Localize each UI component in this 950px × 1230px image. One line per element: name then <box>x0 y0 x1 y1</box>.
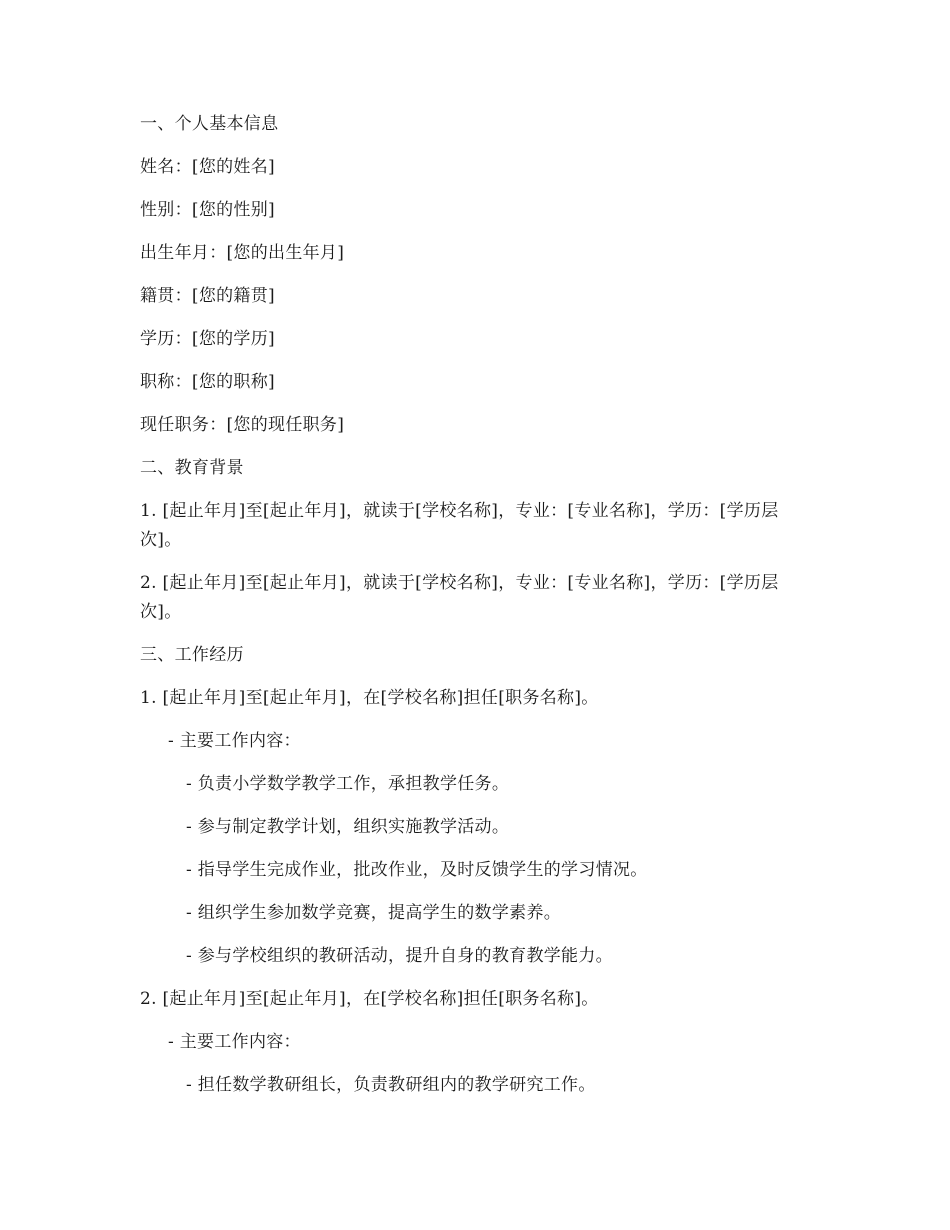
job-title: 2. [起止年月]至[起止年月]，在[学校名称]担任[职务名称]。 <box>140 989 599 1009</box>
duty-item: - 负责小学数学教学工作，承担教学任务。 <box>186 774 510 794</box>
field-name: 姓名：[您的姓名] <box>140 157 275 177</box>
education-item: 1. [起止年月]至[起止年月]，就读于[学校名称]，专业：[专业名称]，学历：[学历层次]。 <box>140 501 779 550</box>
duty-item: - 担任数学教研组长，负责教研组内的教学研究工作。 <box>186 1075 596 1095</box>
field-current-position: 现任职务：[您的现任职务] <box>140 415 345 435</box>
section-heading-education: 二、教育背景 <box>140 458 244 478</box>
education-item: 2. [起止年月]至[起止年月]，就读于[学校名称]，专业：[专业名称]，学历：[学历层次]。 <box>140 573 779 622</box>
field-education: 学历：[您的学历] <box>140 329 275 349</box>
field-birth-date: 出生年月：[您的出生年月] <box>140 243 345 263</box>
job-title: 1. [起止年月]至[起止年月]，在[学校名称]担任[职务名称]。 <box>140 688 599 708</box>
field-gender: 性别：[您的性别] <box>140 200 275 220</box>
field-native-place: 籍贯：[您的籍贯] <box>140 286 275 306</box>
section-heading-personal-info: 一、个人基本信息 <box>140 114 279 134</box>
duty-item: - 参与学校组织的教研活动，提升自身的教育教学能力。 <box>186 946 613 966</box>
duty-item: - 指导学生完成作业，批改作业，及时反馈学生的学习情况。 <box>186 860 648 880</box>
duty-item: - 参与制定教学计划，组织实施教学活动。 <box>186 817 510 837</box>
field-title: 职称：[您的职称] <box>140 372 275 392</box>
job-duties-heading: - 主要工作内容： <box>168 731 301 751</box>
duty-item: - 组织学生参加数学竞赛，提高学生的数学素养。 <box>186 903 562 923</box>
job-duties-heading: - 主要工作内容： <box>168 1032 301 1052</box>
section-heading-work-experience: 三、工作经历 <box>140 645 244 665</box>
